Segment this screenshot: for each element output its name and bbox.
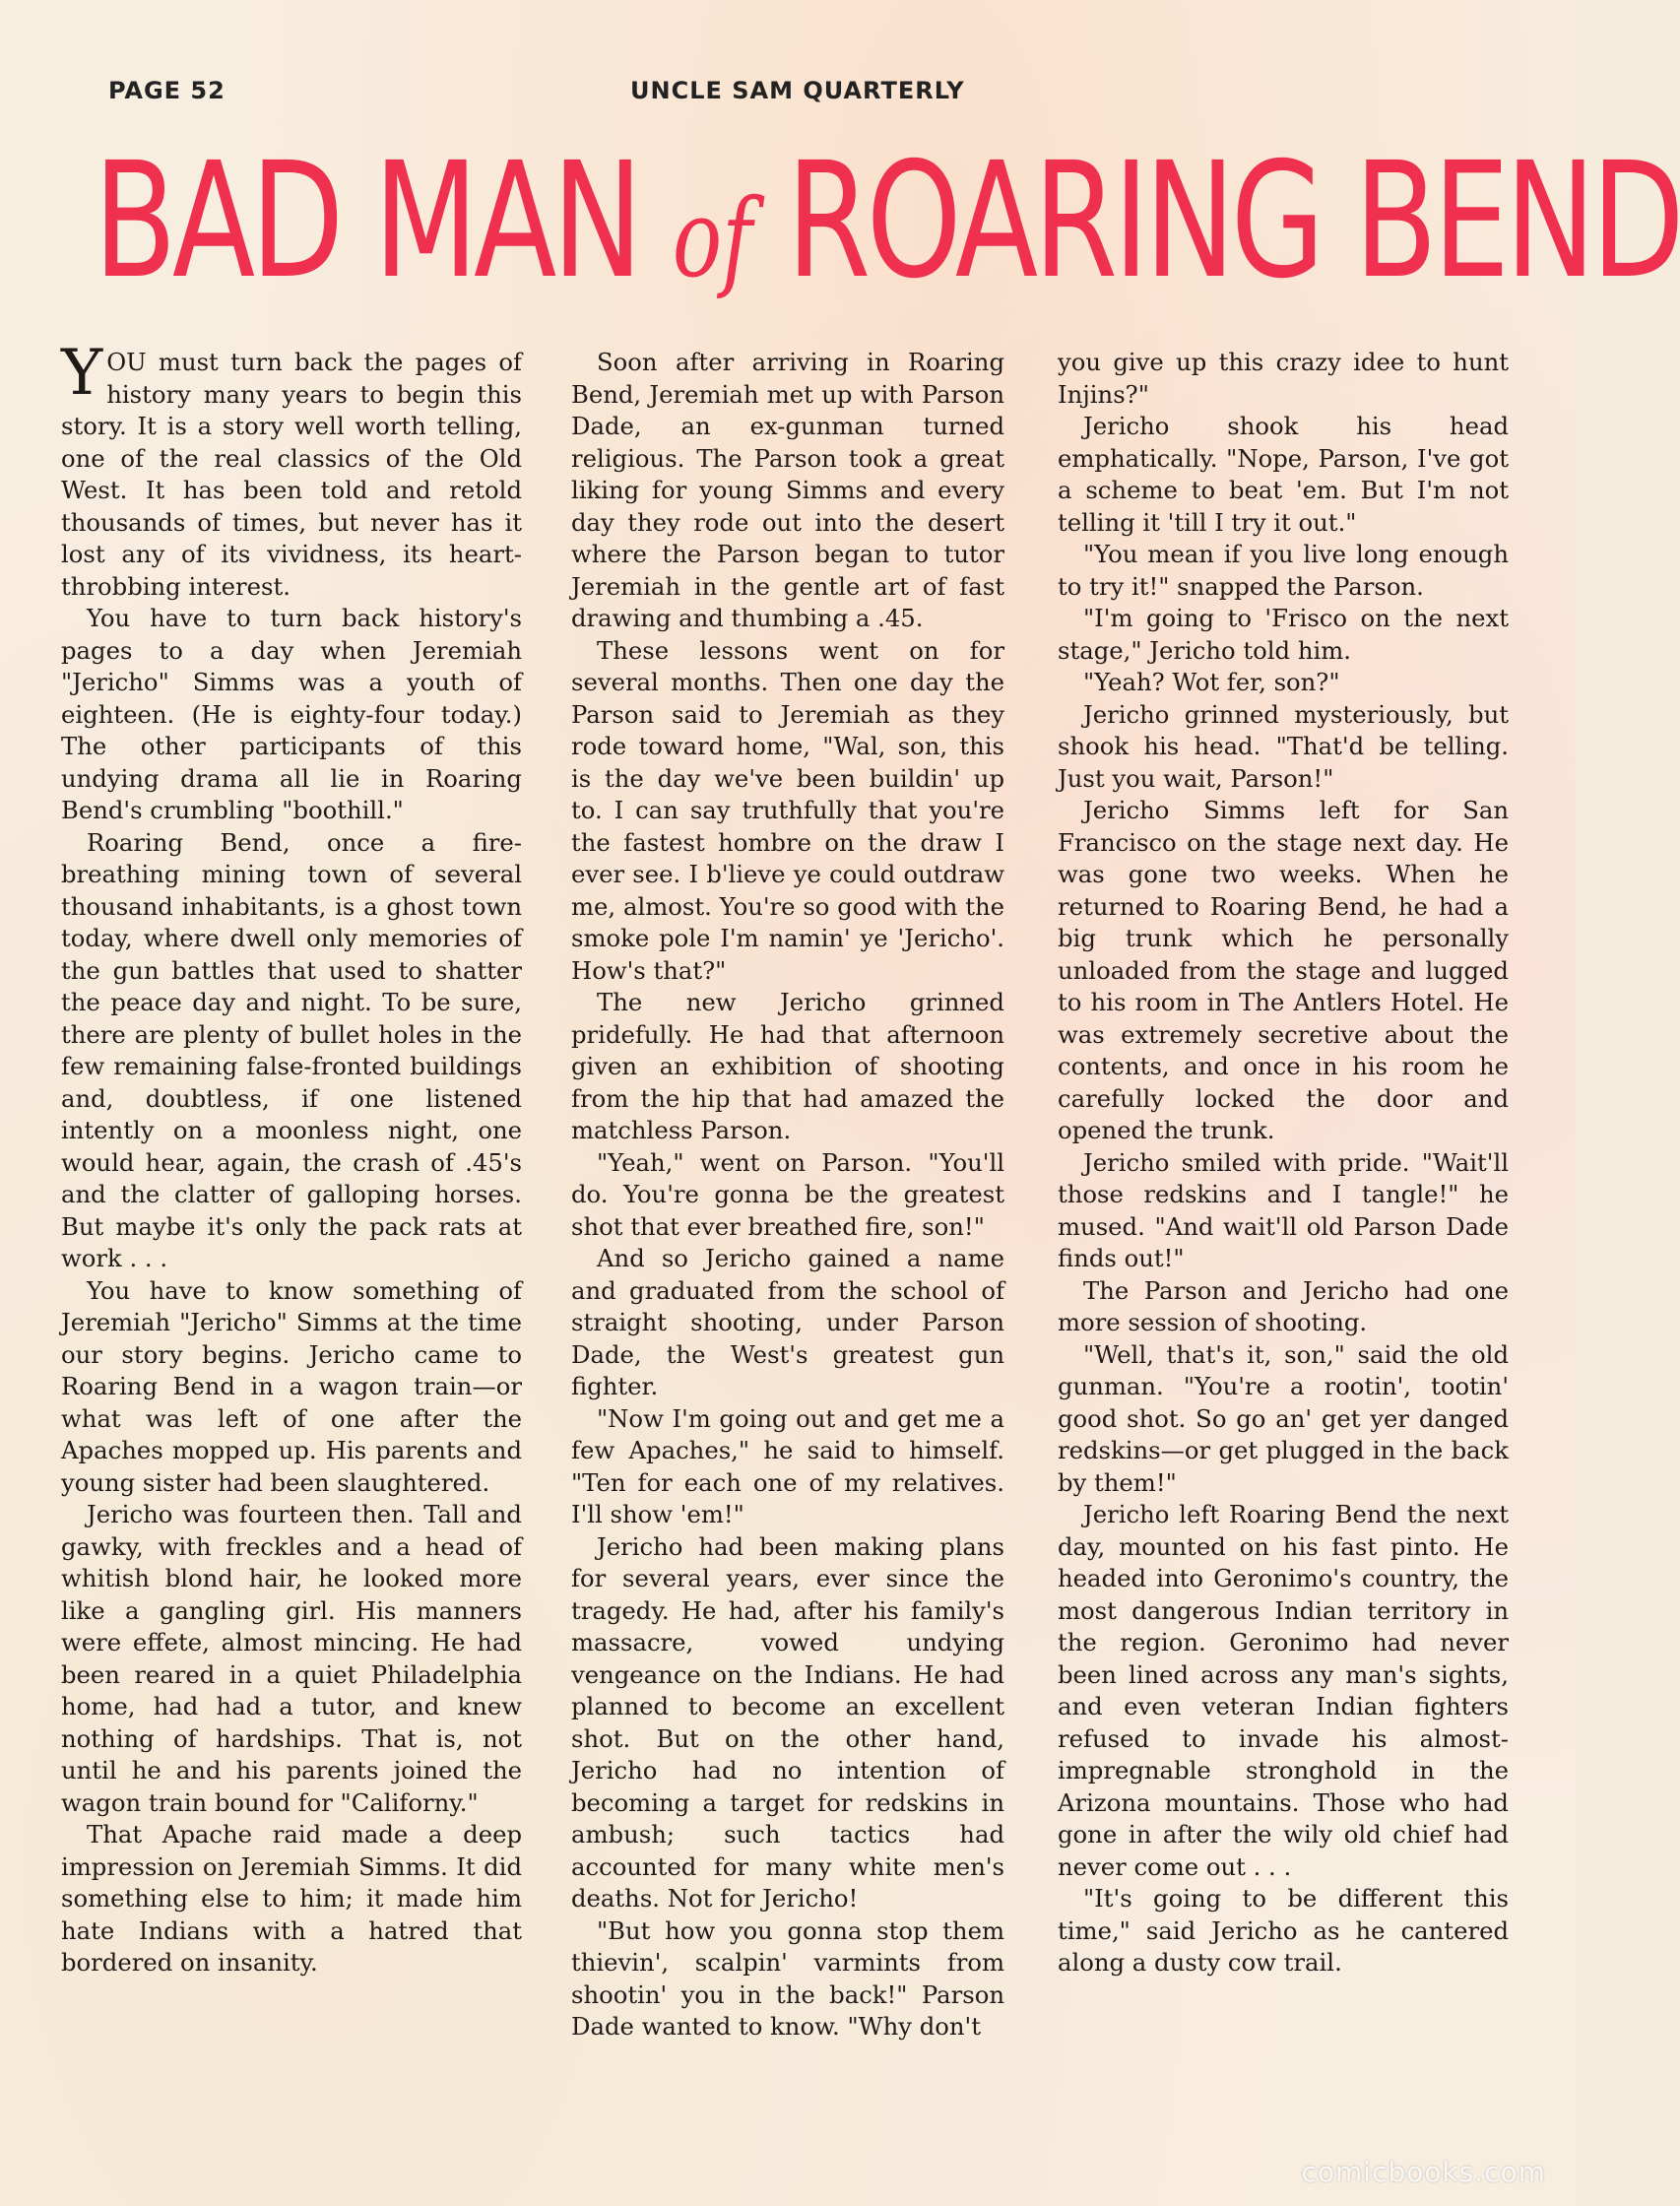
paragraph: You have to know something of Jeremiah "Jericho" Simms at the time our story begins. Jericho came to Roaring Bend in a wagon train—or what was left of one after the Apaches mopped up. His parents and young sister had been slaughtered. — [61, 1275, 522, 1497]
paragraph: Jericho was fourteen then. Tall and gawky, with freckles and a head of whitish blond hair, he looked more like a gangling girl. His manners were effete, almost mincing. He had been reared in a quiet Philadelphia home, had had a tutor, and knew nothing of hardships. That is, not until he and his parents joined the wagon train bound for "Californy." — [61, 1500, 522, 1817]
text-column-2 — [571, 347, 1004, 2044]
paragraph: "Yeah? Wot fer, son?" — [1083, 668, 1340, 696]
title-part-1: BAD MAN — [94, 129, 673, 314]
paragraph: Jericho left Roaring Bend the next day, mounted on his fast pinto. He headed into Geronimo's country, the most dangerous Indian territory in the region. Geronimo had never been lined across any man's sights, and even veteran Indian fighters refused to invade his almost-impregnable stronghold in the Arizona mountains. Those who had gone in after the wily old chief had never come out . . . — [1058, 1500, 1509, 1881]
drop-cap: Y — [61, 337, 103, 410]
publication-name: UNCLE SAM QUARTERLY — [630, 77, 965, 104]
paragraph: The Parson and Jericho had one more session of shooting. — [1058, 1275, 1509, 1336]
paragraph: Jericho grinned mysteriously, but shook his head. "That'd be telling. Just you wait, Parson!" — [1058, 699, 1509, 793]
text-column-3 — [1058, 347, 1509, 1979]
paragraph: The new Jericho grinned pridefully. He had that afternoon given an exhibition of shooting from the hip that had amazed the matchless Parson. — [571, 988, 1004, 1144]
paragraph: "I'm going to 'Frisco on the next stage," Jericho told him. — [1058, 604, 1509, 665]
paragraph: "But how you gonna stop them thievin', scalpin' varmints from shootin' you in the back!" Parson Dade wanted to know. "Why don't — [571, 1915, 1004, 2041]
paragraph: You have to turn back history's pages to a day when Jeremiah "Jericho" Simms was a youth of eighteen. (He is eighty-four today.) The other participants of this undying drama all lie in Roaring Bend's crumbling "boothill." — [61, 604, 522, 824]
paragraph: "It's going to be different this time," said Jericho as he cantered along a dusty cow trail. — [1058, 1884, 1509, 1977]
page-number: PAGE 52 — [108, 77, 226, 104]
title-part-2: ROARING BEND — [752, 129, 1680, 314]
text-column-1 — [61, 337, 522, 1979]
story-title — [94, 108, 1680, 335]
paragraph: Jericho smiled with pride. "Wait'll those redskins and I tangle!" he mused. "And wait'll old Parson Dade finds out!" — [1058, 1147, 1509, 1272]
paragraph: "Now I'm going out and get me a few Apaches," he said to himself. "Ten for each one of my relatives. I'll show 'em!" — [571, 1403, 1004, 1528]
watermark: comicbooks.com — [1301, 2156, 1546, 2188]
paragraph: you give up this crazy idee to hunt Injins?" — [1058, 348, 1509, 409]
paragraph: Soon after arriving in Roaring Bend, Jeremiah met up with Parson Dade, an ex-gunman turned religious. The Parson took a great liking for young Simms and every day they rode out into the desert where the Parson began to tutor Jeremiah in the gentle art of fast drawing and thumbing a .45. — [571, 348, 1004, 632]
paragraph: "Well, that's it, son," said the old gunman. "You're a rootin', tootin' good shot. So go an' get yer danged redskins—or get plugged in the back by them!" — [1058, 1339, 1509, 1497]
title-of: of — [672, 175, 753, 301]
paragraph: That Apache raid made a deep impression on Jeremiah Simms. It did something else to him; it made him hate Indians with a hatred that bordered on insanity. — [61, 1820, 522, 1977]
paragraph: "You mean if you live long enough to try it!" snapped the Parson. — [1058, 540, 1509, 601]
paragraph: Jericho shook his head emphatically. "Nope, Parson, I've got a scheme to beat 'em. But I'm not telling it 'till I try it out." — [1058, 412, 1509, 537]
paragraph: Roaring Bend, once a fire-breathing mining town of several thousand inhabitants, is a ghost town today, where dwell only memories of the gun battles that used to shatter the peace day and night. To be sure, there are plenty of bullet holes in the few remaining false-fronted buildings and, doubtless, if one listened intently on a moonless night, one would hear, again, the crash of .45's and the clatter of galloping horses. But maybe it's only the pack rats at work . . . — [61, 827, 522, 1272]
paragraph: "Yeah," went on Parson. "You'll do. You're gonna be the greatest shot that ever breathed fire, son!" — [571, 1147, 1004, 1241]
paragraph: And so Jericho gained a name and graduated from the school of straight shooting, under Parson Dade, the West's greatest gun fighter. — [571, 1244, 1004, 1400]
paragraph-text: OU must turn back the pages of history many years to begin this story. It is a story well worth telling, one of the real classics of the Old West. It has been told and retold thousands of times, but never has it lost any of its vividness, its heart-throbbing interest. — [61, 348, 522, 601]
paragraph: Jericho had been making plans for several years, ever since the tragedy. He had, after his family's massacre, vowed undying vengeance on the Indians. He had planned to become an excellent shot. But on the other hand, Jericho had no intention of becoming a target for redskins in ambush; such tactics had accounted for many white men's deaths. Not for Jericho! — [571, 1531, 1004, 1913]
paragraph: Jericho Simms left for San Francisco on the stage next day. He was gone two weeks. When he returned to Roaring Bend, he had a big trunk which he personally unloaded from the stage and lugged to his room in The Antlers Hotel. He was extremely secretive about the contents, and once in his room he carefully locked the door and opened the trunk. — [1058, 796, 1509, 1144]
paragraph — [61, 337, 522, 603]
page-header — [108, 77, 1497, 106]
paragraph: These lessons went on for several months. Then one day the Parson said to Jeremiah as they rode toward home, "Wal, son, this is the day we've been buildin' up to. I can say truthfully that you're the fastest hombre on the draw I ever see. I b'lieve ye could outdraw me, almost. You're so good with the smoke pole I'm namin' ye 'Jericho'. How's that?" — [571, 635, 1004, 985]
